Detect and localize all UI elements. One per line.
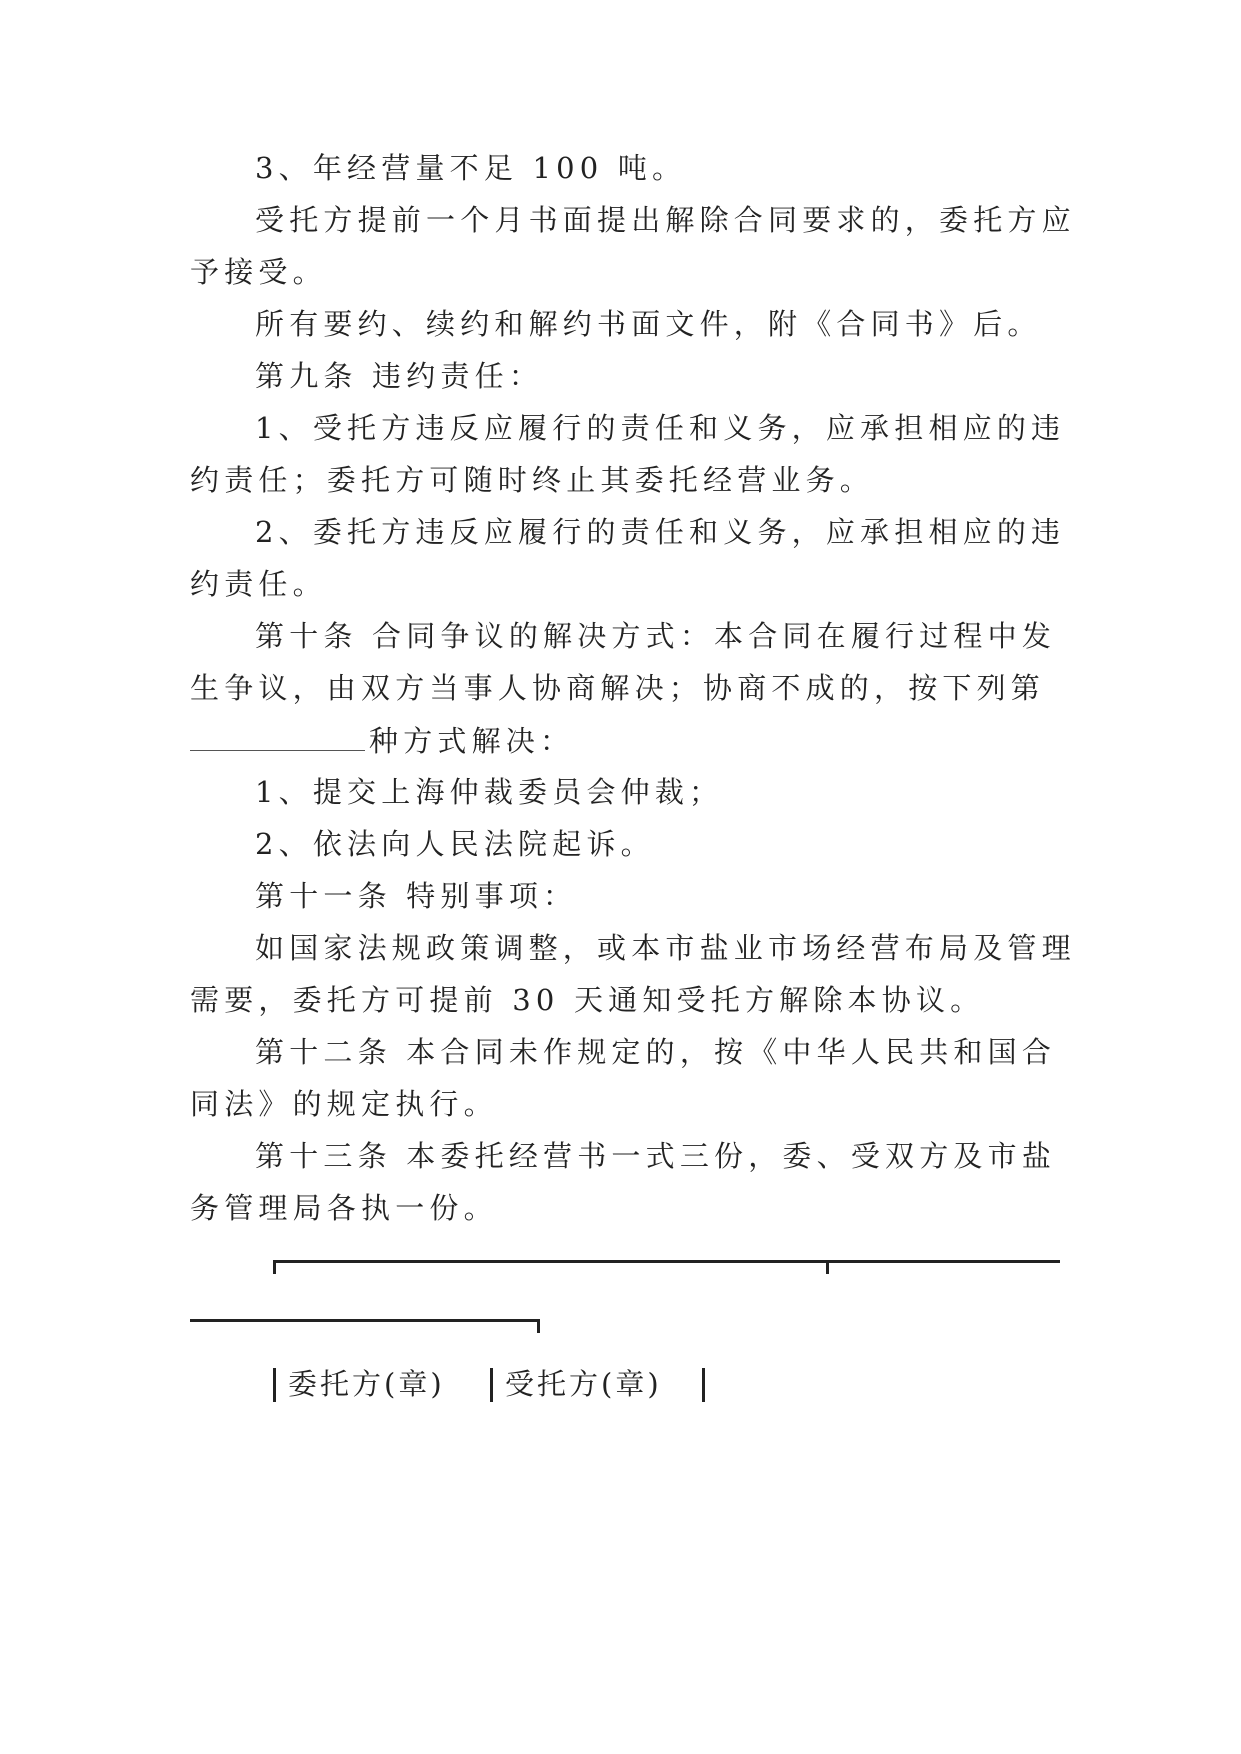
party-a-seal-label: 委托方(章) [288, 1367, 445, 1401]
text-line-19: 同法》的规定执行。 [190, 1087, 498, 1121]
blank-line [190, 720, 1060, 761]
article-11-heading: 第十一条 特别事项： [255, 879, 578, 913]
text-line-7: 约责任；委托方可随时终止其委托经营业务。 [190, 463, 875, 497]
table-top-rule [273, 1260, 1060, 1263]
text-line-2: 受托方提前一个月书面提出解除合同要求的，委托方应 [255, 203, 1076, 237]
text-line-6: 1、受托方违反应履行的责任和义务，应承担相应的违 [255, 411, 1066, 445]
text-line-9: 约责任。 [190, 567, 327, 601]
text-line-1: 3、年经营量不足 100 吨。 [255, 151, 687, 185]
text-line-21: 务管理局各执一份。 [190, 1191, 498, 1225]
article-12-line: 第十二条 本合同未作规定的，按《中华人民共和国合 [255, 1035, 1057, 1069]
text-line-13: 1、提交上海仲裁委员会仲裁； [255, 775, 724, 809]
table-top-left-corner [273, 1260, 276, 1274]
table-mid-border [490, 1368, 493, 1402]
text-line-4: 所有要约、续约和解约书面文件，附《合同书》后。 [255, 307, 1042, 341]
text-line-16: 如国家法规政策调整，或本市盐业市场经营布局及管理 [255, 931, 1076, 965]
article-13-line: 第十三条 本委托经营书一式三份，委、受双方及市盐 [255, 1139, 1057, 1173]
party-b-seal-label: 受托方(章) [505, 1367, 662, 1401]
text-line-17: 需要，委托方可提前 30 天通知受托方解除本协议。 [190, 983, 985, 1017]
text-line-8: 2、委托方违反应履行的责任和义务，应承担相应的违 [255, 515, 1066, 549]
fill-in-blank[interactable] [190, 720, 365, 751]
table-top-mid-tick [826, 1260, 829, 1274]
table-top-right-corner [537, 1319, 540, 1333]
text-line-14: 2、依法向人民法院起诉。 [255, 827, 655, 861]
article-10-line: 第十条 合同争议的解决方式：本合同在履行过程中发 [255, 619, 1057, 653]
text-line-3: 予接受。 [190, 255, 327, 289]
blank-line-suffix: 种方式解决： [369, 724, 575, 758]
article-9-heading: 第九条 违约责任： [255, 359, 544, 393]
table-continuation-rule [190, 1319, 540, 1322]
text-line-11: 生争议，由双方当事人协商解决；协商不成的，按下列第 [190, 671, 1046, 705]
table-right-border [702, 1368, 705, 1402]
table-left-border [273, 1368, 276, 1402]
